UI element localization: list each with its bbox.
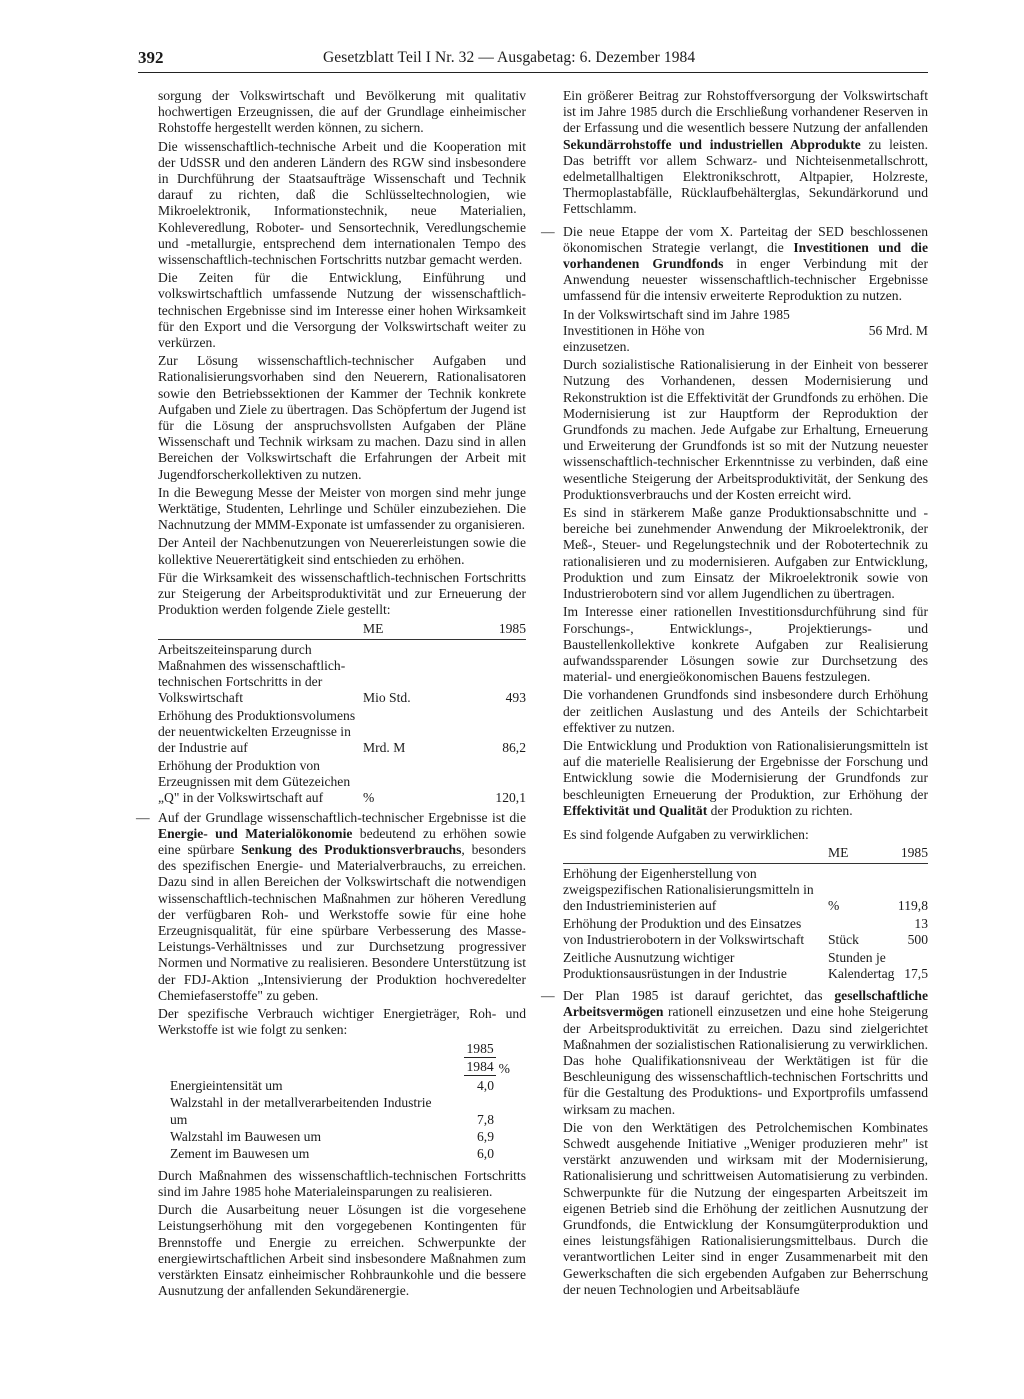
dash-paragraph: — Die neue Etappe der vom X. Parteitag der SED beschlossenen ökonomischen Strategie verlangt, die Investitionen und die vorhandenen Grundfonds in enger Verbindung mit der Anwendung neuester wissenschaftlich-technischer Ergebnisse umfassend für die intensiv erweiterte Reproduktion zu nutzen. [541, 223, 928, 304]
row-unit: Mrd. M [363, 739, 406, 755]
paragraph: Zur Lösung wissenschaftlich-technischer Aufgaben und Rationalisierungsvorhaben sind den Neuerern, Rationalisatoren sowie den Betriebssektionen der Kammer der Technik konkrete Aufgaben und Ziele zu übertragen. Das Schöpfertum der Jugend ist für die Lösung der anspruchsvollsten Aufgaben der Pläne Wissenschaft und Technik wirksam zu machen. Dazu sind in allen Bereichen der Volkswirtschaft die Erfahrungen der Arbeit mit Jugendforscherkollektiven zu nutzen. [158, 353, 526, 482]
row-label: Erhöhung der Produktion und des Einsatzes von Industrierobotern in der Volkswirtschaft [563, 916, 805, 948]
investment-value: 56 Mrd. M [868, 322, 928, 338]
row-unit: Stück [828, 932, 859, 948]
fraction-header: $\frac{1985}{1984}$ [466, 1041, 494, 1075]
emphasis: Energie- und Materialökonomie [158, 825, 353, 841]
paragraph: Durch Maßnahmen des wissenschaftlich-technischen Fortschritts sind im Jahre 1985 hohe Materialeinsparungen zu realisieren. [158, 1167, 526, 1199]
emphasis: Sekundärrohstoffe und industriellen Abprodukte [563, 136, 861, 152]
row-label: Arbeitszeiteinsparung durch Maßnahmen des wissenschaftlich-technischen Fortschritts in der Volkswirtschaft [158, 641, 346, 705]
paragraph: Die wissenschaftlich-technische Arbeit und die Kooperation mit der UdSSR und den anderen Ländern des RGW sind insbesondere in Durchführung der Staatsaufträge Wissenschaft und Technik darauf zu richten, daß die Schlüsseltechnologien, wie Mikroelektronik, Informationstechnik, neue Materialien, Kohleveredlung, Roboter- und Sensortechnik, Veredlungschemie und -metallurgie, entsprechend dem internationalen Tempo des wissenschaftlich-technischen Fortschritts nutzbar gemacht werden. [158, 138, 526, 268]
table-row [158, 706, 526, 756]
paragraph: Durch sozialistische Rationalisierung in der Einheit von besserer Nutzung des Vorhandenen, dessen Modernisierung und Rekonstruktion ist die Effektivität der Grundfonds zu erhöhen. Die Modernisierung ist zur Hauptform der Reproduktion der Grundfonds zu machen. Jede Aufgabe zur Erhaltung, Erneuerung und Erweiterung der Grundfonds ist so mit der Nutzung neuester wissenschaftlich-technischer Erkenntnisse zu verbinden, daß eine wesentliche Steigerung der Arbeitsproduktivität, der Senkung des Produktionsverbrauchs und der Kosten erreicht wird. [563, 357, 928, 502]
row-label: Walzstahl in der metallverarbeitenden Industrie um [170, 1094, 432, 1127]
row-label: Energieintensität um [170, 1077, 283, 1093]
emphasis: gesellschaftliche Arbeitsvermögen [563, 988, 928, 1020]
paragraph: sorgung der Volkswirtschaft und Bevölkerung mit qualitativ hochwertigen Erzeugnissen, die auf der Grundlage einheimischer Rohstoffe hergestellt werden können, zu sichern. [158, 88, 526, 136]
table-row [170, 1094, 510, 1128]
unit-percent: % [498, 1060, 510, 1076]
row-label: Zeitliche Ausnutzung wichtiger Produktionsausrüstungen in der Industrie [563, 950, 787, 982]
paragraph: Die vorhandenen Grundfonds sind insbesondere durch Erhöhung der zeitlichen Auslastung und des Anteils der Schichtarbeit effektiver zu nutzen. [563, 687, 928, 735]
column-header-unit: ME [363, 621, 453, 640]
row-unit: % [363, 789, 375, 805]
table-row [563, 864, 928, 915]
paragraph: Für die Wirksamkeit des wissenschaftlich-technischen Fortschritts zur Steigerung der Arbeitsproduktivität und zur Erneuerung der Produktion werden folgende Ziele gestellt: [158, 569, 526, 618]
paragraph: Durch die Ausarbeitung neuer Lösungen ist die vorgesehene Leistungserhöhung mit den vorgegebenen Kontingenten für Brennstoffe und Energie zu erreichen. Schwerpunkte der energiewirtschaftlichen Arbeit sind insbesondere Maßnahmen zum verstärkten Einsatz einheimischer Rohbraunkohle und die bessere Ausnutzung der anfallenden Sekundärenergie. [158, 1202, 526, 1299]
column-header-unit: ME [828, 845, 894, 864]
row-value: 493 [505, 689, 526, 705]
paragraph: In die Bewegung Messe der Meister von morgen sind mehr junge Werktätige, Studenten, Lehrlinge und Schüler einzubeziehen. Die Nachnutzung der MMM-Exponate ist umfassender zu organisieren. [158, 484, 526, 533]
paragraph: Der spezifische Verbrauch wichtiger Energieträger, Roh- und Werkstoffe ist wie folgt zu senken: [158, 1005, 526, 1038]
table-row [170, 1145, 510, 1162]
paragraph: Die von den Werktätigen des Petrolchemischen Kombinates Schwedt ausgehende Initiative „Weniger produzieren mehr" ist verstärkt anzuwenden und wirksam mit der Modernisierung, Rationalisierung und schrittweisen Automatisierung zu verbinden. Schwerpunkte für die Nutzung der eingesparten Arbeitszeit im eigenen Betrieb sind die Erhöhung der zeitlichen Ausnutzung der Grundfonds, die Entwicklung der Konsumgüterproduktion und eines leistungsfähigen Rationalisierungsmittelbaus. Durch die verantwortlichen Leiter sind in enger Zusammenarbeit mit den Gewerkschaften die sich ergebenden Aufgaben zur Beherrschung der neuen Technologien und Arbeitsabläufe [563, 1119, 928, 1297]
paragraph: Die Zeiten für die Entwicklung, Einführung und volkswirtschaftlich umfassende Nutzung der wissenschaftlich-technischen Ergebnisse sind im Interesse einer hohen Wirksamkeit für den Export und die Versorgung der Volkswirtschaft weiter zu verkürzen. [158, 270, 526, 351]
paragraph: Der Anteil der Nachbenutzungen von Neuererleistungen sowie die kollektive Neuerertätigkeit sind entschieden zu erhöhen. [158, 535, 526, 567]
dash-marker: — [541, 223, 555, 239]
table-row [563, 948, 928, 982]
page-number: 392 [138, 48, 164, 67]
emphasis: Effektivität und Qualität [563, 802, 708, 818]
row-label: Walzstahl im Bauwesen um [170, 1128, 322, 1144]
energy-table [170, 1040, 510, 1161]
right-column [541, 88, 929, 1300]
paragraph: Es sind folgende Aufgaben zu verwirklichen: [563, 826, 809, 842]
dash-paragraph: — Auf der Grundlage wissenschaftlich-technischer Ergebnisse ist die Energie- und Materialökonomie bedeutend zu erhöhen sowie eine spürbare Senkung des Produktionsverbrauchs, besonders des spezifischen Energie- und Materialverbrauchs, zu erreichen. Dazu sind in allen Bereichen der Volkswirtschaft die notwendigen wissenschaftlich-technischen Maßnahmen zur höheren Veredlung der verfügbaren Roh- und Werkstoffe sowie für eine hohe Erzeugnisqualität, für eine spürbare Verbesserung des Masse-Leistungs-Verhältnisses und zur Durchsetzung progressiver Normen und Normative zu realisieren. Besondere Unterstützung ist der FDJ-Aktion „Intensivierung der Produktion hochveredelter Chemiefaserstoffe" zu geben. [136, 809, 526, 1003]
row-label: Zement im Bauwesen um [170, 1145, 310, 1161]
dash-paragraph: — Der Plan 1985 ist darauf gerichtet, das gesellschaftliche Arbeitsvermögen rationell einzusetzen und eine hohe Steigerung der Arbeitsproduktivität zu erreichen. Dazu sind zielgerichtet Maßnahmen der sozialistischen Rationalisierung zu verwirklichen. Das hohe Qualifikationsniveau der Werktätigen ist für die Beschleunigung des wissenschaftlich-technischen Fortschritts und für die Gestaltung des Produktions- und Exportprofils umfassend wirksam zu machen. [541, 988, 928, 1117]
row-value: 6,0 [477, 1145, 494, 1161]
goals-table [158, 621, 526, 806]
row-unit: Mio Std. [363, 689, 411, 705]
paragraph: Die Entwicklung und Produktion von Rationalisierungsmitteln ist auf die materielle Realisierung der Ergebnisse der Forschung und Entwicklung sowie die Modernisierung der Grundfonds zur beschleunigten Erneuerung der Produktion, zur Erhöhung der Effektivität und Qualität der Produktion zu richten. [563, 737, 928, 818]
paragraph: Ein größerer Beitrag zur Rohstoffversorgung der Volkswirtschaft ist im Jahre 1985 durch die Erschließung vorhandener Reserven in der Erfassung und die wesentlich bessere Nutzung der anfallenden Sekundärrohstoffe und industriellen Abprodukte zu leisten. Das betrifft vor allem Schwarz- und Nichteisenmetallschrott, edelmetallhaltigen Elektronikschrott, Altpapier, Holzreste, Thermoplastabfälle, Rücklaufbehälterglas, Sekundärkorund und Fettschlamm. [563, 88, 929, 217]
row-value: 119,8 [897, 898, 928, 914]
row-value: 120,1 [495, 789, 526, 805]
row-value: 86,2 [502, 739, 526, 755]
table-row [158, 639, 526, 706]
left-column [136, 88, 526, 1301]
table-row [563, 914, 928, 948]
tasks-table [563, 845, 928, 982]
table-row [158, 756, 526, 806]
table-row [170, 1128, 510, 1145]
row-label: Erhöhung des Produktionsvolumens der neuentwickelten Erzeugnisse in der Industrie auf [158, 707, 356, 755]
row-value: 4,0 [477, 1077, 494, 1093]
row-unit: Stunden je Kalendertag [828, 950, 895, 982]
column-header-year: 1985 [453, 621, 526, 640]
dash-marker: — [136, 809, 150, 825]
paragraph: Es sind in stärkerem Maße ganze Produktionsabschnitte und -bereiche bei zunehmender Anwendung der Mikroelektronik, der Meß-, Steuer- und Regelungstechnik und der Robotertechnik zu rationalisieren und zu modernisieren. Aufgaben zur Entwicklung, Produktion und zum Einsatz der Mikroelektronik sowie von Industrierobotern sind vor allem Jugendlichen zu übertragen. [563, 505, 928, 602]
row-value: 6,9 [477, 1128, 494, 1144]
row-value: 17,5 [904, 966, 928, 982]
emphasis: Senkung des Produktionsverbrauchs [241, 841, 462, 857]
running-head: Gesetzblatt Teil I Nr. 32 — Ausgabetag: 6. Dezember 1984 [323, 49, 696, 66]
paragraph: Im Interesse einer rationellen Investitionsdurchführung sind für Forschungs-, Entwicklungs-, Projektierungs- und Baustellenkollektive konkrete Aufgaben zur Realisierung aufwandssparender Lösungen sowie zur Durchsetzung des material- und energieökonomischen Bauens festzulegen. [563, 604, 928, 685]
row-label: Erhöhung der Eigenherstellung von zweigspezifischen Rationalisierungsmitteln in den Industrieministerien auf [563, 866, 814, 914]
column-header-year: 1985 [894, 845, 928, 864]
row-value: 7,8 [477, 1111, 494, 1127]
row-unit: % [828, 898, 840, 914]
dash-marker: — [541, 988, 555, 1004]
table-row [170, 1077, 510, 1094]
investment-statement: In der Volkswirtschaft sind im Jahre 1985 Investitionen in Höhe von 56 Mrd. M einzusetzen. [563, 306, 928, 355]
page-header [138, 46, 928, 73]
row-value: 13 500 [907, 916, 928, 948]
row-label: Erhöhung der Produktion von Erzeugnissen mit dem Gütezeichen „Q" in der Volkswirtschaft auf [158, 757, 351, 805]
emphasis: Investitionen und die vorhandenen Grundfonds [563, 239, 928, 272]
